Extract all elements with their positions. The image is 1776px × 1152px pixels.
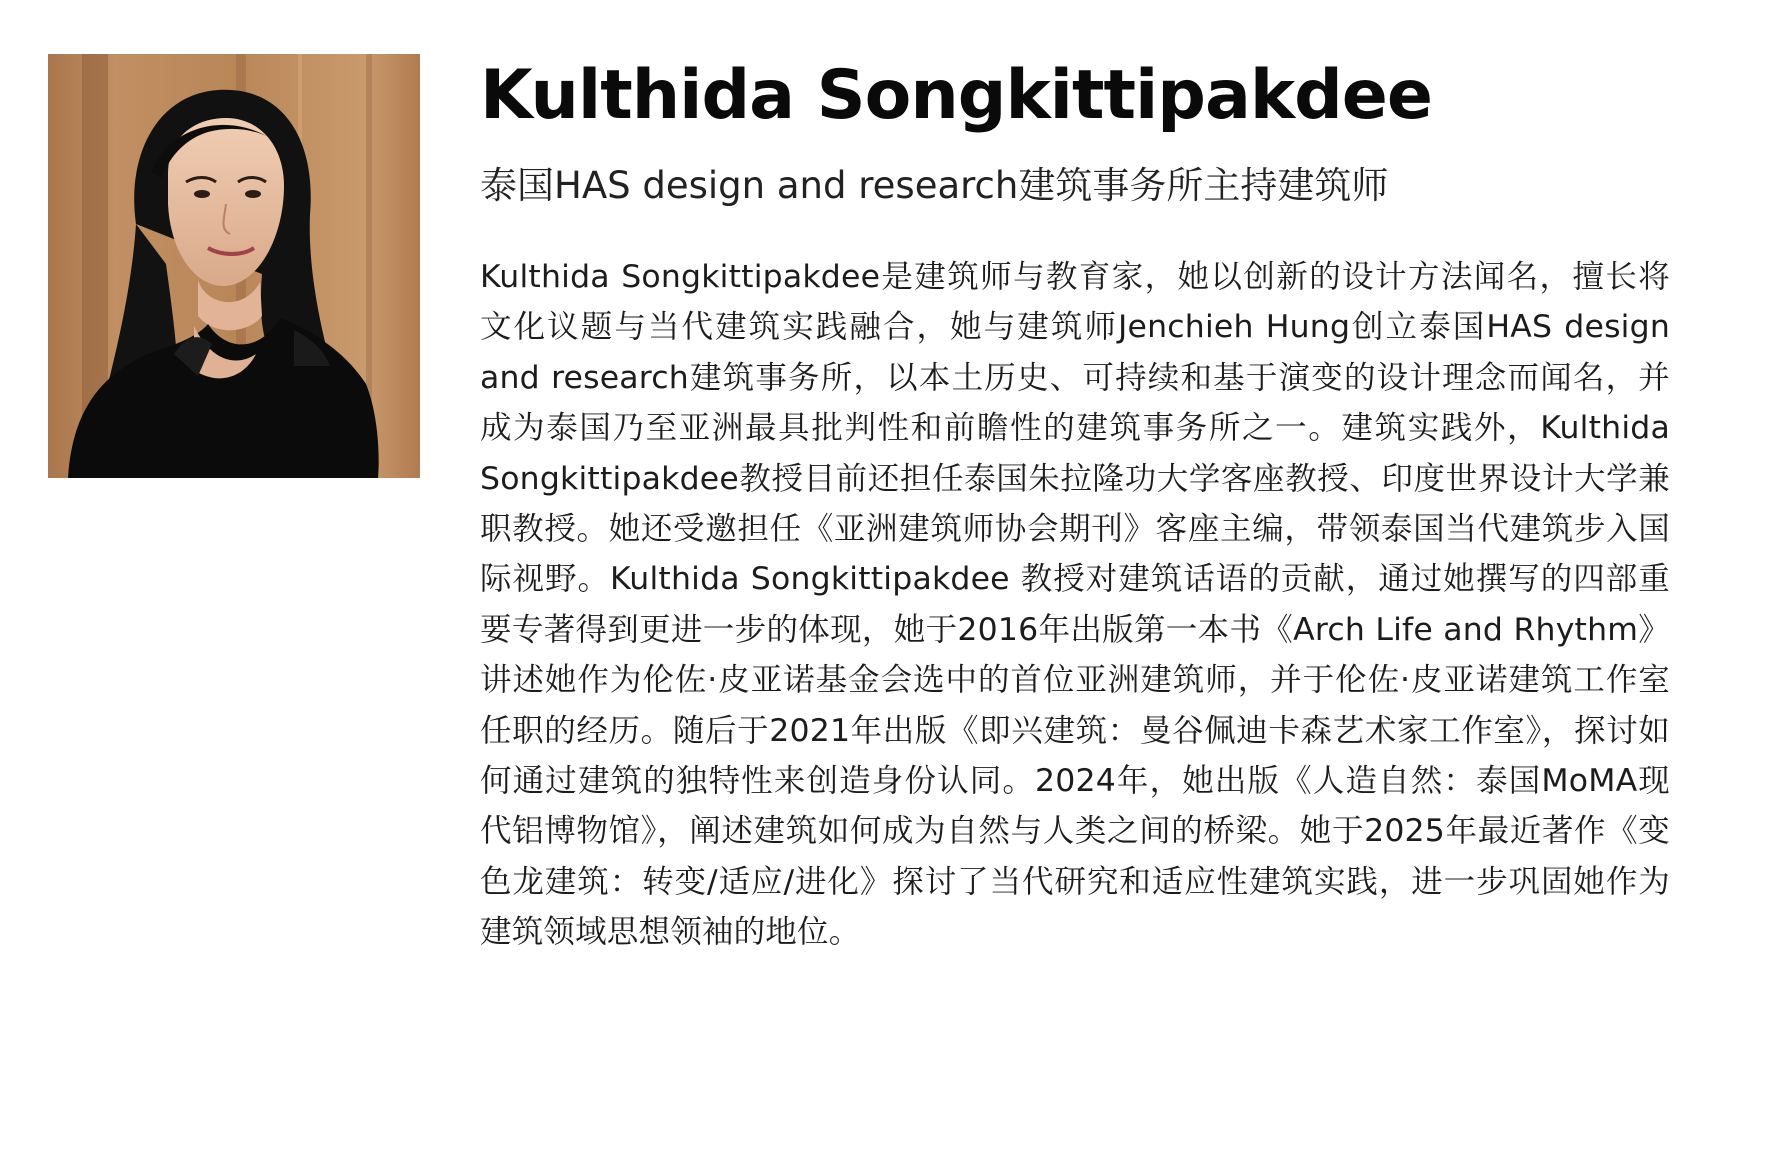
portrait-photo [48, 54, 420, 478]
biography-text: Kulthida Songkittipakdee是建筑师与教育家，她以创新的设计方法闻名，擅长将文化议题与当代建筑实践融合，她与建筑师Jenchieh Hung创立泰国HAS design and research建筑事务所，以本土历史、可持续和基于演变的设计理念而闻名，并成为泰国乃至亚洲最具批判性和前瞻性的建筑事务所之一。建筑实践外，Kulthida Songkittipakdee教授目前还担任泰国朱拉隆功大学客座教授、印度世界设计大学兼职教授。她还受邀担任《亚洲建筑师协会期刊》客座主编，带领泰国当代建筑步入国际视野。Kulthida Songkittipakdee 教授对建筑话语的贡献，通过她撰写的四部重要专著得到更进一步的体现，她于2016年出版第一本书《Arch Life and Rhythm》讲述她作为伦佐·皮亚诺基金会选中的首位亚洲建筑师，并于伦佐·皮亚诺建筑工作室任职的经历。随后于2021年出版《即兴建筑：曼谷佩迪卡森艺术家工作室》，探讨如何通过建筑的独特性来创造身份认同。2024年，她出版《人造自然：泰国MoMA现代铝博物馆》，阐述建筑如何成为自然与人类之间的桥梁。她于2025年最近著作《变色龙建筑：转变/适应/进化》探讨了当代研究和适应性建筑实践，进一步巩固她作为建筑领域思想领袖的地位。 [480, 259, 1670, 951]
person-name: Kulthida Songkittipakdee [480, 56, 1433, 135]
person-title: 泰国HAS design and research建筑事务所主持建筑师 [480, 164, 1389, 207]
portrait-image [48, 54, 420, 478]
profile-content [480, 54, 1670, 958]
